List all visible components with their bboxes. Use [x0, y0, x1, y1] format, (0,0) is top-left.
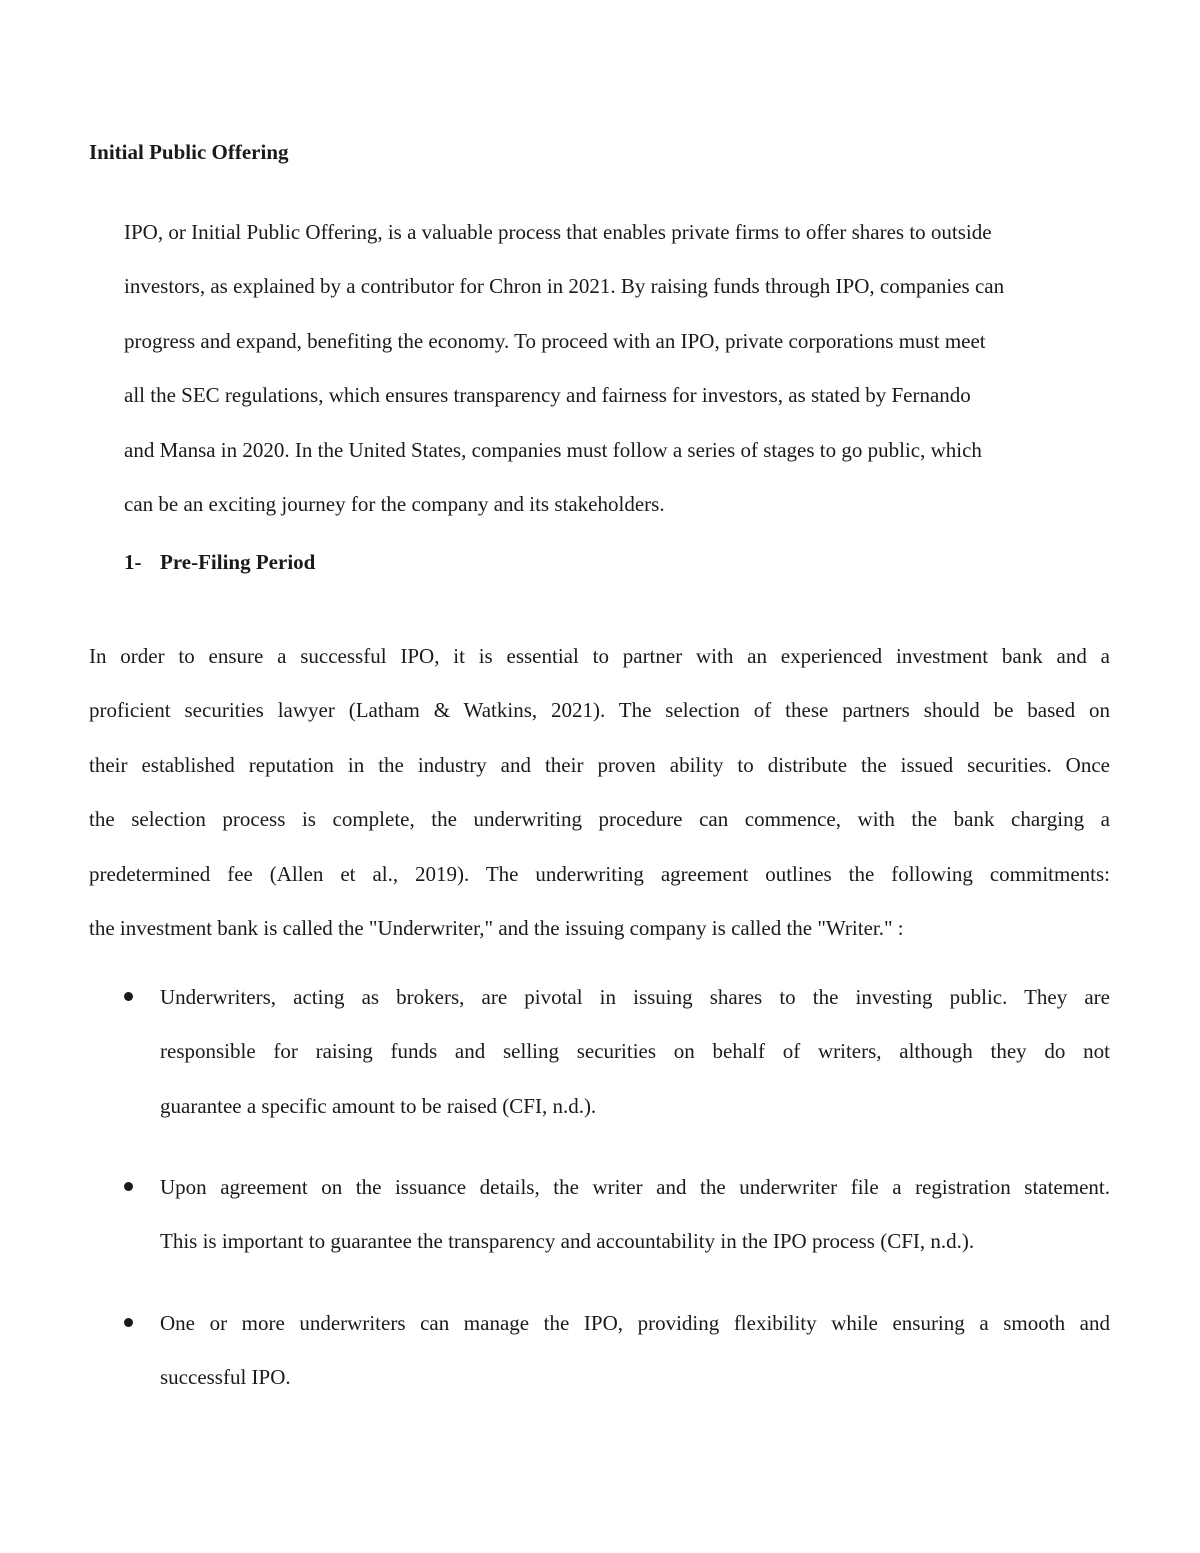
body-line: their established reputation in the industry and their proven ability to distribute the issued securities. Once [89, 752, 1110, 777]
body-line: predetermined fee (Allen et al., 2019). The underwriting agreement outlines the following commitments: [89, 861, 1110, 886]
list-item-line: This is important to guarantee the transparency and accountability in the IPO process (CFI, n.d.). [160, 1229, 975, 1254]
bullet-dot-icon [124, 1182, 133, 1191]
list-item-text [160, 970, 1110, 1133]
list-item-line: responsible for raising funds and selling securities on behalf of writers, although they do not [160, 1039, 1110, 1064]
body-paragraph [89, 629, 1110, 955]
list-item-line: Upon agreement on the issuance details, the writer and the underwriter file a registration statement. [160, 1175, 1110, 1199]
list-item-line: One or more underwriters can manage the IPO, providing flexibility while ensuring a smooth and [160, 1311, 1110, 1335]
list-item-line: guarantee a specific amount to be raised (CFI, n.d.). [160, 1093, 597, 1118]
bullet-dot-icon [124, 992, 133, 1001]
intro-line: can be an exciting journey for the company and its stakeholders. [124, 492, 665, 517]
intro-paragraph [124, 205, 1116, 531]
document-title: Initial Public Offering [89, 140, 289, 164]
list-item-line: Underwriters, acting as brokers, are pivotal in issuing shares to the investing public. They are [160, 985, 1110, 1009]
intro-line: all the SEC regulations, which ensures transparency and fairness for investors, as stated by Fernando [124, 383, 971, 408]
intro-line: IPO, or Initial Public Offering, is a valuable process that enables private firms to offer shares to outside [124, 220, 992, 244]
intro-line: investors, as explained by a contributor for Chron in 2021. By raising funds through IPO, companies can [124, 274, 1005, 299]
body-line: the investment bank is called the "Underwriter," and the issuing company is called the "Writer." : [89, 916, 904, 941]
body-line: proficient securities lawyer (Latham & Watkins, 2021). The selection of these partners should be based on [89, 698, 1110, 723]
bullet-dot-icon [124, 1318, 133, 1327]
section-number: 1- [124, 550, 142, 574]
list-item-text [160, 1160, 1110, 1269]
section-title: Pre-Filing Period [160, 550, 316, 574]
body-line: the selection process is complete, the underwriting procedure can commence, with the bank charging a [89, 807, 1110, 832]
list-item-text [160, 1296, 1110, 1405]
section-heading [124, 548, 315, 576]
list-item-line: successful IPO. [160, 1365, 291, 1390]
intro-line: and Mansa in 2020. In the United States, companies must follow a series of stages to go public, which [124, 437, 982, 462]
intro-line: progress and expand, benefiting the economy. To proceed with an IPO, private corporations must meet [124, 328, 986, 353]
body-line: In order to ensure a successful IPO, it is essential to partner with an experienced investment bank and a [89, 644, 1110, 668]
